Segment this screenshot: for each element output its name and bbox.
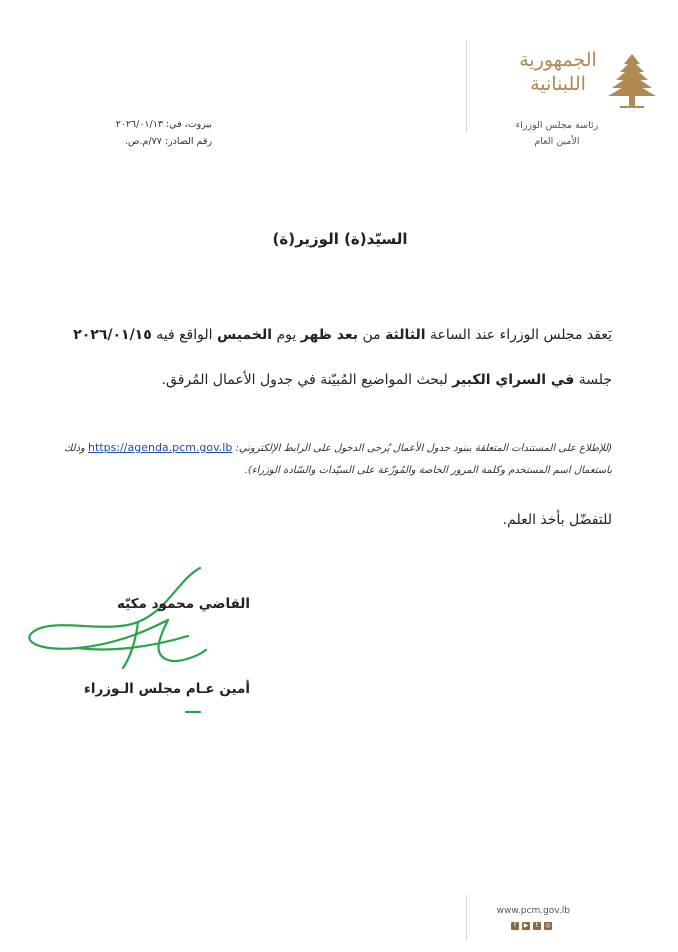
footer-divider xyxy=(466,895,467,940)
office-sub-line: الأمين العام xyxy=(534,136,580,147)
p1-day: الخميس xyxy=(216,327,273,343)
p1-text-a: يَعقد مجلس الوزراء عند الساعة xyxy=(425,327,612,343)
signer-name: القاضي محمود مكيّه xyxy=(116,596,250,612)
p2-text-a: جلسة xyxy=(574,372,612,388)
social-icons xyxy=(511,922,552,930)
office-name xyxy=(512,118,602,150)
p1-period: بعد ظهر xyxy=(300,327,358,343)
closing-line: للتفضّل بأخذ العلم. xyxy=(502,512,612,528)
p1-text-c: من xyxy=(358,327,386,343)
p1-time: الثالثة xyxy=(385,327,426,343)
youtube-icon[interactable]: ▶ xyxy=(523,922,529,929)
p2-venue: في السراي الكبير xyxy=(452,372,575,388)
instagram-icon[interactable]: ◎ xyxy=(545,922,551,929)
cedar-tree-icon xyxy=(604,52,660,112)
signer-title: أمين عـام مجلس الـوزراء xyxy=(83,681,250,697)
facebook-icon[interactable]: f xyxy=(511,922,519,930)
agenda-link[interactable]: https://agenda.pcm.gov.lb xyxy=(88,441,233,454)
p1-date: ٢٠٢٦/٠١/١٥ xyxy=(73,327,152,343)
twitter-icon[interactable]: t xyxy=(533,922,541,930)
note-text-before: (للإطلاع على المستندات المتعلقة ببنود جدول الأعمال يُرجى الدخول على الرابط الإلكتروني: xyxy=(235,443,612,454)
note-text-after: وذلك xyxy=(64,443,85,454)
header-divider xyxy=(466,40,467,132)
p1-text-g: الواقع فيه xyxy=(151,327,217,343)
office-line: رئاسة مجلس الوزراء xyxy=(515,120,599,131)
place-date: بيروت، في: ٢٠٢٦/٠١/١٣ xyxy=(115,119,212,130)
note-line-2: باستعمال اسم المستخدم وكلمة المرور الخاصة والمُوزّعة على السيّدات والسّادة الوزراء). xyxy=(244,465,612,476)
crest-title-line2: اللبنانية xyxy=(530,73,586,95)
letterhead-crest xyxy=(474,48,664,160)
footer-website[interactable]: www.pcm.gov.lb xyxy=(496,906,570,916)
p1-text-e: يوم xyxy=(272,327,301,343)
republic-title xyxy=(512,48,604,96)
letter-meta xyxy=(52,116,212,150)
note-line-1 xyxy=(12,441,612,454)
body-paragraph-1 xyxy=(52,327,612,343)
reference-number: رقم الصادر: ٧٧/م.ص. xyxy=(124,136,212,147)
body-paragraph-2 xyxy=(52,372,612,388)
p2-text-c: لبحث المواضيع المُبيّنة في جدول الأعمال المُرفق. xyxy=(161,372,453,388)
crest-title-line1: الجمهورية xyxy=(519,49,597,71)
addressee: السيّد(ة) الوزير(ة) xyxy=(272,230,408,248)
handwritten-signature xyxy=(18,560,218,725)
